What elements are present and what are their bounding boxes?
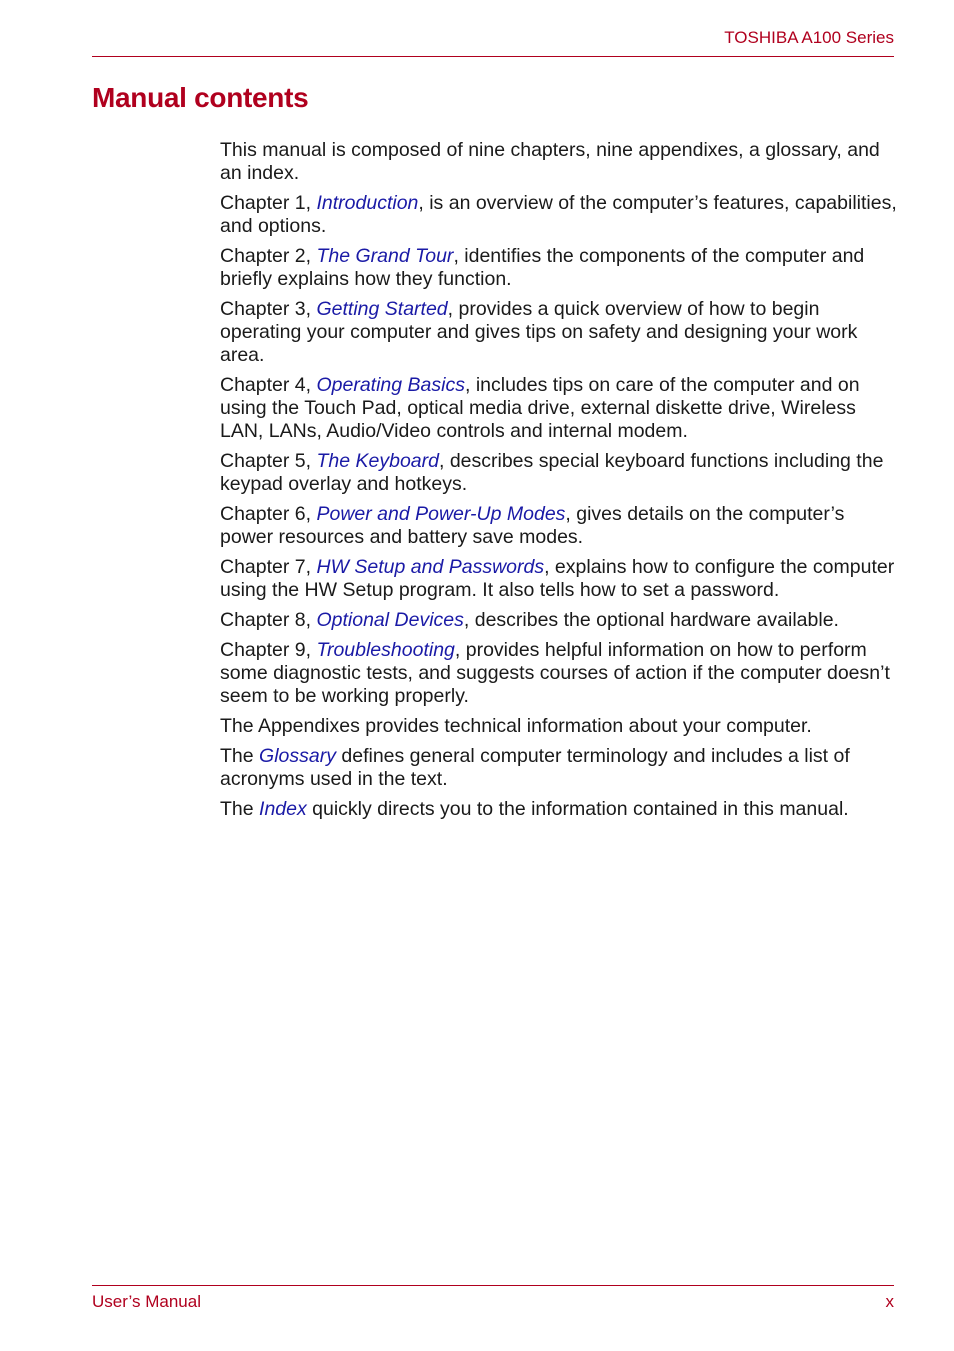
page-title: Manual contents [92,82,309,113]
glossary-paragraph: The Glossary defines general computer terminology and includes a list of acronyms used in the text. [220,745,850,790]
chapter-3-paragraph: Chapter 3, Getting Started, provides a quick overview of how to begin operating your computer and gives tips on safety and designing your work area. [220,298,858,366]
chapter-8-link[interactable]: Optional Devices [316,609,464,631]
chapter-1-link[interactable]: Introduction [316,192,419,214]
chapter-2-paragraph: Chapter 2, The Grand Tour, identifies the components of the computer and briefly explains how they function. [220,245,865,290]
chapter-4-link[interactable]: Operating Basics [316,374,465,396]
chapter-9-link[interactable]: Troubleshooting [316,639,455,661]
header-title: TOSHIBA A100 Series [724,28,894,47]
chapter-8-paragraph: Chapter 8, Optional Devices, describes the optional hardware available. [220,609,839,631]
chapter-5-paragraph: Chapter 5, The Keyboard, describes special keyboard functions including the keypad overlay and hotkeys. [220,450,884,495]
page-header [92,26,894,57]
chapter-4-paragraph: Chapter 4, Operating Basics, includes tips on care of the computer and on using the Touch Pad, optical media drive, external diskette drive, Wireless LAN, LANs, Audio/Video controls and internal modem. [220,374,860,442]
chapter-6-link[interactable]: Power and Power-Up Modes [316,503,566,525]
chapter-9-paragraph: Chapter 9, Troubleshooting, provides helpful information on how to perform some diagnostic tests, and suggests courses of action if the computer doesn’t seem to be working properly. [220,639,890,707]
page-number: x [885,1292,894,1311]
manual-contents-body [220,139,900,828]
footer-manual-label: User’s Manual [92,1292,201,1311]
index-paragraph: The Index quickly directs you to the information contained in this manual. [220,798,849,820]
chapter-2-link[interactable]: The Grand Tour [316,245,454,267]
chapter-3-link[interactable]: Getting Started [316,298,448,320]
chapter-7-paragraph: Chapter 7, HW Setup and Passwords, explains how to configure the computer using the HW Setup program. It also tells how to set a password. [220,556,895,601]
appendixes-paragraph: The Appendixes provides technical information about your computer. [220,715,812,737]
page-footer [92,1285,894,1316]
intro-paragraph: This manual is composed of nine chapters, nine appendixes, a glossary, and an index. [220,139,880,184]
chapter-5-link[interactable]: The Keyboard [316,450,439,472]
index-link[interactable]: Index [259,798,307,820]
chapter-6-paragraph: Chapter 6, Power and Power-Up Modes, gives details on the computer’s power resources and battery save modes. [220,503,845,548]
glossary-link[interactable]: Glossary [259,745,336,767]
chapter-1-paragraph: Chapter 1, Introduction, is an overview of the computer’s features, capabilities, and options. [220,192,897,237]
chapter-7-link[interactable]: HW Setup and Passwords [316,556,545,578]
